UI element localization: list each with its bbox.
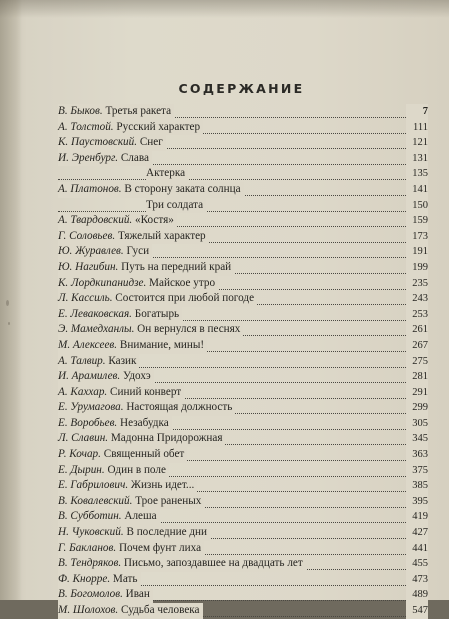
toc-author: Ю. Журавлев. [58, 245, 124, 258]
toc-title: Тяжелый характер [117, 229, 206, 242]
toc-entry [58, 447, 428, 463]
toc-title: Мадонна Придорожная [110, 432, 223, 445]
toc-entry-text [58, 229, 209, 245]
toc-entry-text [58, 447, 187, 463]
toc-entry [58, 400, 428, 416]
toc-entry-text [58, 260, 234, 276]
toc-entry [58, 416, 428, 432]
dot-leader [58, 202, 406, 212]
toc-title: Казик [108, 354, 137, 367]
toc-entry-text [58, 416, 172, 432]
toc-entry [58, 120, 428, 136]
toc-entry [58, 307, 428, 323]
toc-title: Русский характер [116, 120, 201, 133]
toc-entry-text [58, 509, 160, 525]
toc-entry-text [58, 291, 257, 307]
toc-author: А. Платонов. [58, 182, 122, 195]
toc-title: Он вернулся в песнях [137, 323, 241, 336]
toc-entry-text [146, 166, 188, 182]
toc-entry-text [58, 525, 210, 541]
toc-entry [58, 182, 428, 198]
toc-title: В сторону заката солнца [124, 182, 241, 195]
toc-title: Священный обет [103, 448, 185, 461]
toc-page-number: 261 [406, 322, 428, 338]
toc-page-number: 253 [406, 307, 428, 323]
toc-author: Г. Соловьев. [58, 229, 116, 242]
toc-entry-text [58, 104, 174, 120]
toc-entry-text [58, 135, 166, 151]
toc-entry-text [58, 603, 203, 619]
toc-author: В. Быков. [58, 105, 103, 117]
toc-page-number: 345 [406, 431, 428, 447]
toc-entry-text [146, 198, 206, 214]
toc-title: «Костя» [135, 214, 174, 227]
toc-title: Судьба человека [121, 604, 200, 616]
toc-page-number: 489 [406, 587, 428, 603]
toc-title: Письмо, запоздавшее на двадцать лет [123, 557, 303, 570]
toc-title: Незабудка [120, 416, 169, 429]
toc-title: Путь на передний край [121, 260, 232, 273]
toc-entry-text [58, 213, 177, 229]
toc-title: Снег [139, 136, 163, 149]
toc-author: Е. Леваковская. [58, 307, 132, 320]
toc-title: Богатырь [134, 307, 180, 320]
toc-author: В. Ковалевский. [58, 494, 133, 507]
toc-entry [58, 104, 428, 120]
toc-title: Состоится при любой погоде [115, 292, 255, 305]
toc-entry [58, 151, 428, 167]
toc-author: Э. Мамедханлы. [58, 323, 135, 336]
toc-entry-text [58, 463, 169, 479]
toc-author: А. Талвир. [58, 354, 106, 367]
toc-page-number: 547 [406, 603, 428, 619]
toc-author: Е. Дырин. [58, 463, 105, 476]
toc-title: Удохэ [123, 370, 151, 383]
page-title: СОДЕРЖАНИЕ [178, 81, 305, 96]
toc-page-number: 395 [406, 494, 428, 510]
toc-title: Слава [120, 151, 149, 164]
toc-entry [58, 260, 428, 276]
toc-entry [58, 198, 428, 214]
toc-page-number: 235 [406, 276, 428, 292]
toc-entry-text [58, 276, 218, 292]
toc-page-number: 121 [406, 135, 428, 151]
toc-entry [58, 587, 428, 603]
toc-author: Ю. Нагибин. [58, 260, 119, 273]
toc-page-number: 305 [406, 416, 428, 432]
toc-entry-text [58, 572, 141, 588]
toc-entry [58, 525, 428, 541]
toc-title: Синий конверт [110, 385, 182, 398]
toc-entry [58, 338, 428, 354]
toc-title: Трое раненых [135, 494, 202, 507]
toc-entry-text [58, 182, 244, 198]
toc-author: И. Арамилев. [58, 370, 121, 383]
toc-entry-text [58, 322, 243, 338]
toc-entry [58, 603, 428, 619]
toc-title: Гуси [126, 245, 150, 258]
toc-title: В последние дни [126, 526, 208, 539]
toc-page-number: 375 [406, 463, 428, 479]
toc-entry-text [58, 385, 184, 401]
toc-page-number: 291 [406, 385, 428, 401]
toc-entry [58, 244, 428, 260]
toc-author: Е. Воробьев. [58, 416, 118, 429]
toc-entry [58, 322, 428, 338]
toc-author: Р. Кочар. [58, 448, 101, 461]
toc-page-number: 111 [406, 120, 428, 136]
toc-title: Жизнь идет... [130, 479, 195, 492]
toc-page-number: 455 [406, 556, 428, 572]
toc-entry-text [58, 494, 204, 510]
toc-author: К. Паустовский. [58, 136, 138, 149]
toc-entry-text [58, 369, 154, 385]
toc-author: А. Твардовский. [58, 214, 133, 227]
toc-page-number: 281 [406, 369, 428, 385]
toc-page-number: 150 [406, 198, 428, 214]
toc-title: Почем фунт лиха [118, 541, 202, 554]
toc-page-number: 173 [406, 229, 428, 245]
toc-page-number: 473 [406, 572, 428, 588]
toc-title: Иван [125, 588, 150, 601]
toc-page-number: 441 [406, 541, 428, 557]
toc-entry [58, 431, 428, 447]
toc-page-number: 159 [406, 213, 428, 229]
toc-entry [58, 135, 428, 151]
toc-entry-text [58, 556, 306, 572]
toc-page-number: 363 [406, 447, 428, 463]
toc-entry [58, 354, 428, 370]
toc-author: К. Лордкипанидзе. [58, 276, 147, 289]
toc-entry [58, 385, 428, 401]
toc-entry [58, 276, 428, 292]
toc-entry [58, 556, 428, 572]
toc-page-number: 131 [406, 151, 428, 167]
toc-entry [58, 541, 428, 557]
toc-entry [58, 291, 428, 307]
toc-title: Актерка [146, 167, 186, 180]
toc-author: Е. Габрилович. [58, 479, 129, 492]
toc-title: Внимание, мины! [119, 338, 205, 351]
toc-page-number: 427 [406, 525, 428, 541]
toc-entry [58, 229, 428, 245]
toc-page-number: 267 [406, 338, 428, 354]
toc-page-number: 199 [406, 260, 428, 276]
toc-entry-text [58, 478, 197, 494]
toc-title: Алеша [124, 510, 157, 523]
toc-page-number: 135 [406, 166, 428, 182]
toc-entry [58, 478, 428, 494]
toc-entry-text [58, 431, 225, 447]
toc-author: Л. Славин. [58, 432, 109, 445]
toc-author: Ф. Кнорре. [58, 572, 111, 585]
toc-page-number: 191 [406, 244, 428, 260]
toc-entry [58, 463, 428, 479]
toc-author: А. Каххар. [58, 385, 108, 398]
toc-author: В. Богомолов. [58, 588, 123, 601]
toc-title: Третья ракета [105, 105, 172, 117]
toc-page-number: 243 [406, 291, 428, 307]
toc-entry-text [58, 354, 139, 370]
toc-title: Мать [112, 572, 138, 585]
toc-title: Настоящая должность [126, 401, 233, 414]
toc-entry [58, 509, 428, 525]
toc-entry [58, 166, 428, 182]
toc-page-number: 7 [406, 104, 428, 120]
toc-page-number: 299 [406, 400, 428, 416]
toc-author: М. Алексеев. [58, 338, 118, 351]
toc-author: В. Субботин. [58, 510, 122, 523]
toc-author: В. Тендряков. [58, 557, 122, 570]
toc-entry-text [58, 587, 153, 603]
toc-page-number: 141 [406, 182, 428, 198]
toc-title: Три солдата [146, 198, 204, 211]
toc-entry [58, 572, 428, 588]
toc-page-number: 275 [406, 354, 428, 370]
toc-entry-text [58, 151, 152, 167]
toc-author: Е. Урумагова. [58, 401, 124, 414]
toc-author: И. Эренбург. [58, 151, 119, 164]
toc-entry-text [58, 400, 235, 416]
toc-entry [58, 494, 428, 510]
toc-page-number: 419 [406, 509, 428, 525]
paper-speck [8, 322, 10, 325]
toc-title: Один в поле [107, 463, 166, 476]
table-of-contents [58, 104, 428, 619]
toc-author: Г. Бакланов. [58, 541, 117, 554]
toc-author: А. Толстой. [58, 120, 114, 133]
toc-title: Майское утро [149, 276, 216, 289]
toc-entry-text [58, 307, 182, 323]
dot-leader [58, 170, 406, 180]
toc-entry-text [58, 120, 203, 136]
paper-speck [6, 300, 9, 306]
toc-entry-text [58, 338, 207, 354]
toc-author: Н. Чуковский. [58, 526, 124, 539]
toc-page-number: 385 [406, 478, 428, 494]
page-top-shadow [0, 0, 449, 18]
toc-entry [58, 369, 428, 385]
toc-entry-text [58, 541, 204, 557]
toc-entry-text [58, 244, 152, 260]
toc-entry [58, 213, 428, 229]
toc-author: М. Шолохов. [58, 604, 119, 616]
toc-author: Л. Кассиль. [58, 292, 113, 305]
